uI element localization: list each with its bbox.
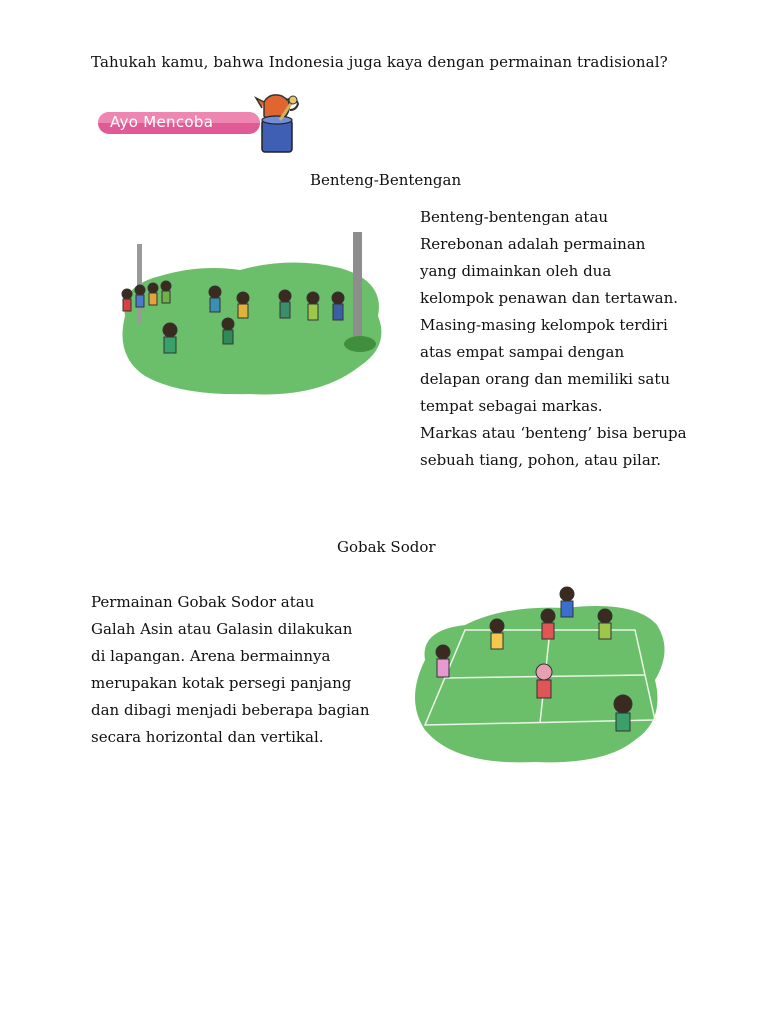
- section2-line: Galah Asin atau Galasin dilakukan: [91, 620, 353, 638]
- section2-line: secara horizontal dan vertikal.: [91, 728, 324, 746]
- section1-line: yang dimainkan oleh dua: [420, 262, 612, 280]
- section1-line: atas empat sampai dengan: [420, 343, 625, 361]
- section1-line: sebuah tiang, pohon, atau pilar.: [420, 451, 662, 469]
- ayo-mencoba-banner: [90, 88, 310, 156]
- gobak-sodor-illustration: [405, 580, 675, 775]
- section1-paragraph: [420, 204, 720, 474]
- section1-line: Markas atau ‘benteng’ bisa berupa: [420, 424, 687, 442]
- benteng-illustration: [110, 226, 390, 401]
- section1-line: delapan orang dan memiliki satu: [420, 370, 671, 388]
- section2-line: Permainan Gobak Sodor atau: [91, 593, 315, 611]
- section2-line: di lapangan. Arena bermainnya: [91, 647, 331, 665]
- section1-line: Rerebonan adalah permainan: [420, 235, 646, 253]
- jug-and-cup-icon: [240, 88, 310, 156]
- section2-paragraph: [91, 589, 391, 751]
- section2-line: dan dibagi menjadi beberapa bagian: [91, 701, 370, 719]
- section-title-benteng: Benteng-Bentengan: [310, 171, 462, 189]
- section1-line: kelompok penawan dan tertawan.: [420, 289, 679, 307]
- section-title-gobak-sodor: Gobak Sodor: [337, 538, 436, 556]
- intro-text: Tahukah kamu, bahwa Indonesia juga kaya dengan permainan tradisional?: [91, 53, 668, 71]
- section1-line: tempat sebagai markas.: [420, 397, 603, 415]
- section2-line: merupakan kotak persegi panjang: [91, 674, 352, 692]
- banner-label: Ayo Mencoba: [110, 113, 214, 131]
- section1-line: Benteng-bentengan atau: [420, 208, 609, 226]
- section1-line: Masing-masing kelompok terdiri: [420, 316, 668, 334]
